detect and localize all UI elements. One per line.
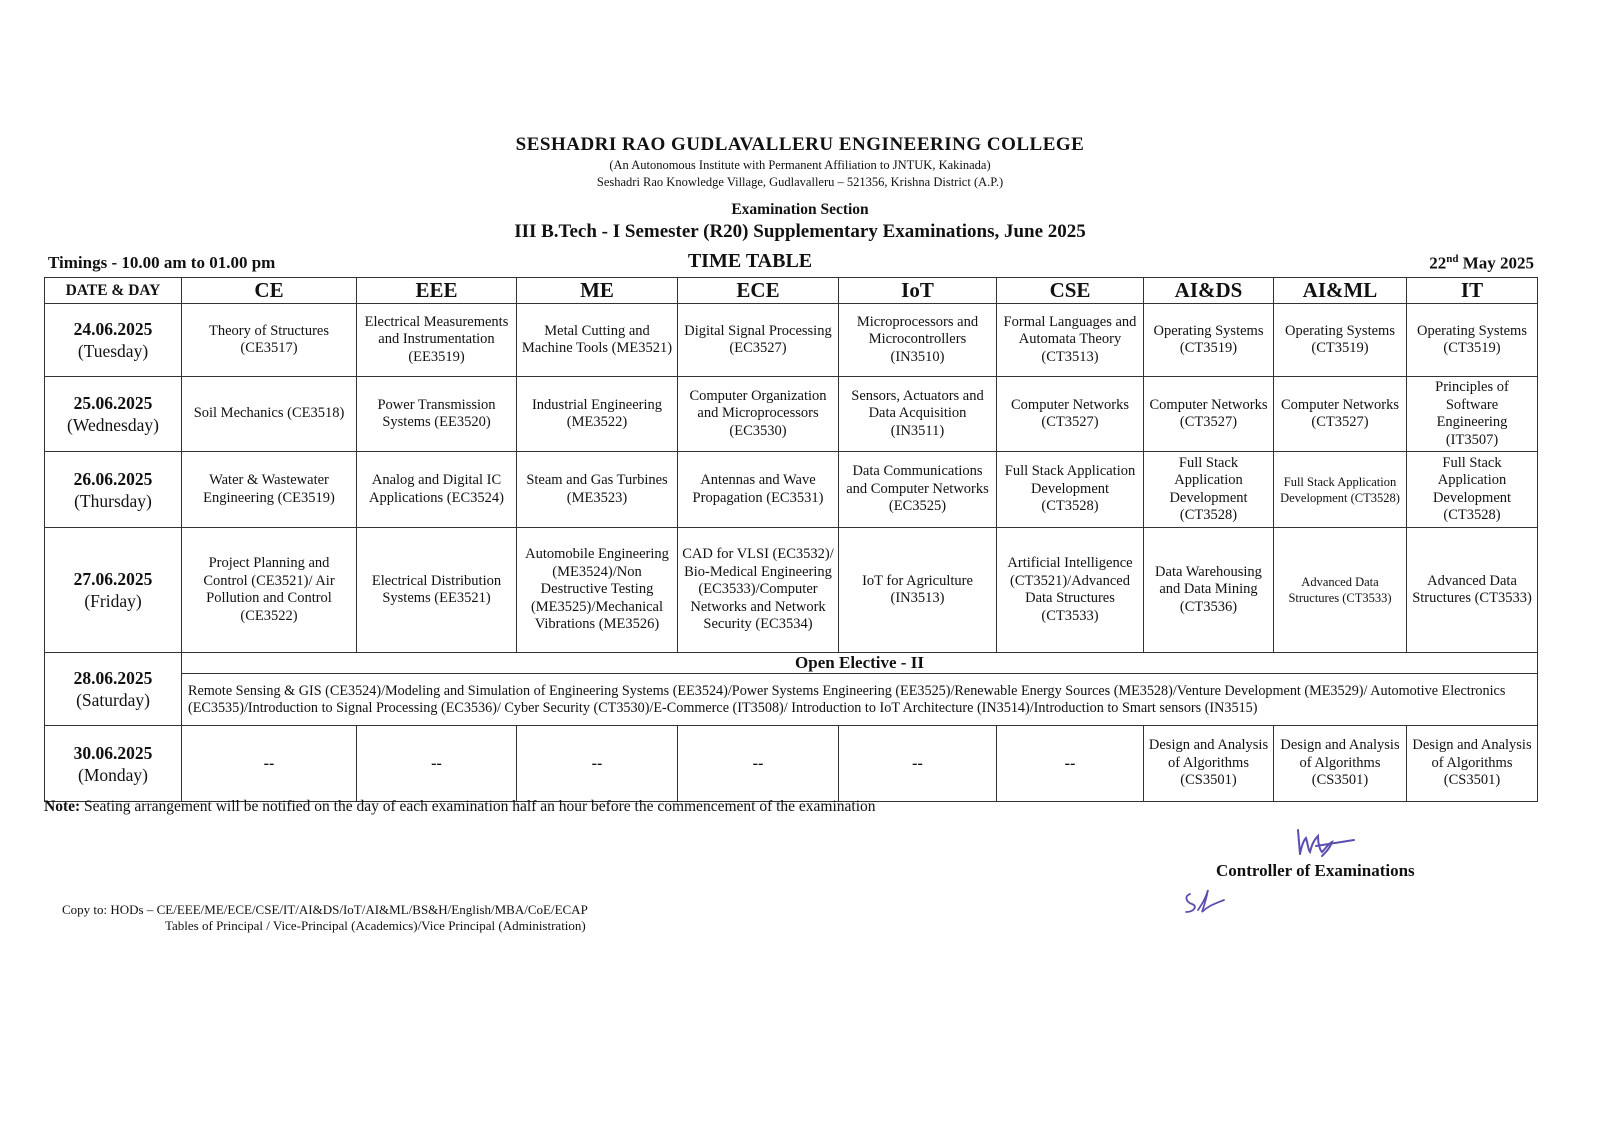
open-elective-header-row bbox=[45, 653, 1538, 674]
issue-date bbox=[1429, 253, 1534, 274]
subject-cell: Project Planning and Control (CE3521)/ Air Pollution and Control (CE3522) bbox=[182, 528, 357, 653]
row-day: (Tuesday) bbox=[77, 341, 149, 361]
col-header-date: DATE & DAY bbox=[45, 278, 182, 304]
section-title: Examination Section bbox=[731, 201, 869, 218]
subject-cell: Full Stack Application Development (CT3528) bbox=[1274, 452, 1407, 528]
subject-cell: Computer Networks (CT3527) bbox=[997, 377, 1144, 452]
date-cell bbox=[45, 452, 182, 528]
college-name: SESHADRI RAO GUDLAVALLERU ENGINEERING COLLEGE bbox=[515, 134, 1085, 155]
empty-cell: -- bbox=[182, 726, 357, 802]
col-header-eee: EEE bbox=[357, 278, 517, 304]
date-cell bbox=[45, 304, 182, 377]
subject-cell: Steam and Gas Turbines (ME3523) bbox=[517, 452, 678, 528]
subject-cell: Design and Analysis of Algorithms (CS3501) bbox=[1407, 726, 1538, 802]
row-day: (Saturday) bbox=[76, 690, 150, 710]
subject-cell: CAD for VLSI (EC3532)/ Bio-Medical Engineering (EC3533)/Computer Networks and Network Security (EC3534) bbox=[678, 528, 839, 653]
note-label: Note: bbox=[44, 798, 81, 815]
date-cell bbox=[45, 377, 182, 452]
timetable bbox=[44, 277, 1538, 802]
col-header-ece: ECE bbox=[678, 278, 839, 304]
row-day: (Monday) bbox=[78, 764, 148, 785]
subject-cell: Industrial Engineering (ME3522) bbox=[517, 377, 678, 452]
table-row bbox=[45, 528, 1538, 653]
subject-cell: Sensors, Actuators and Data Acquisition (IN3511) bbox=[839, 377, 997, 452]
row-day: (Friday) bbox=[84, 591, 142, 611]
subject-cell: Theory of Structures (CE3517) bbox=[182, 304, 357, 377]
row-date: 24.06.2025 bbox=[73, 319, 153, 339]
row-date: 30.06.2025 bbox=[73, 742, 153, 763]
copy-to-line-2: Tables of Principal / Vice-Principal (Academics)/Vice Principal (Administration) bbox=[165, 918, 586, 933]
subject-cell: Microprocessors and Microcontrollers (IN3510) bbox=[839, 304, 997, 377]
subject-cell: Full Stack Application Development (CT3528) bbox=[997, 452, 1144, 528]
subject-cell: Metal Cutting and Machine Tools (ME3521) bbox=[517, 304, 678, 377]
open-elective-subjects: Remote Sensing & GIS (CE3524)/Modeling and Simulation of Engineering Systems (EE3524)/Power Systems Engineering (EE3525)/Renewable Energy Sources (ME3528)/Venture Development (ME3529)/ Automotive Electronics (EC3535)/Introduction to Signal Processing (EC3536)/ Cyber Security (CT3530)/E-Commerce (IT3508)/ Introduction to IoT Architecture (IN3514)/Introduction to Smart sensors (IN3515) bbox=[182, 674, 1538, 726]
table-row bbox=[45, 304, 1538, 377]
timings: Timings - 10.00 am to 01.00 pm bbox=[48, 253, 276, 272]
date-cell bbox=[45, 653, 182, 726]
empty-cell: -- bbox=[839, 726, 997, 802]
subject-cell: Advanced Data Structures (CT3533) bbox=[1407, 528, 1538, 653]
subject-cell: Analog and Digital IC Applications (EC3524) bbox=[357, 452, 517, 528]
row-date: 26.06.2025 bbox=[73, 468, 153, 489]
subject-cell: Computer Networks (CT3527) bbox=[1144, 377, 1274, 452]
issue-date-suffix: nd bbox=[1446, 253, 1459, 265]
row-date: 27.06.2025 bbox=[73, 569, 153, 589]
timetable-title: TIME TABLE bbox=[687, 250, 813, 272]
subject-cell: Operating Systems (CT3519) bbox=[1407, 304, 1538, 377]
row-day: (Wednesday) bbox=[67, 415, 159, 435]
col-header-aids: AI&DS bbox=[1144, 278, 1274, 304]
subject-cell: Computer Networks (CT3527) bbox=[1274, 377, 1407, 452]
subject-cell: Digital Signal Processing (EC3527) bbox=[678, 304, 839, 377]
col-header-ce: CE bbox=[182, 278, 357, 304]
subject-cell: Advanced Data Structures (CT3533) bbox=[1274, 528, 1407, 653]
table-row bbox=[45, 377, 1538, 452]
subject-cell: Principles of Software Engineering (IT3507) bbox=[1407, 377, 1538, 452]
subject-cell: Soil Mechanics (CE3518) bbox=[182, 377, 357, 452]
empty-cell: -- bbox=[517, 726, 678, 802]
subject-cell: Power Transmission Systems (EE3520) bbox=[357, 377, 517, 452]
subject-cell: Water & Wastewater Engineering (CE3519) bbox=[182, 452, 357, 528]
col-header-cse: CSE bbox=[997, 278, 1144, 304]
col-header-iot: IoT bbox=[839, 278, 997, 304]
subject-cell: Computer Organization and Microprocessors (EC3530) bbox=[678, 377, 839, 452]
subject-cell: Formal Languages and Automata Theory (CT3513) bbox=[997, 304, 1144, 377]
subject-cell: Artificial Intelligence (CT3521)/Advanced Data Structures (CT3533) bbox=[997, 528, 1144, 653]
empty-cell: -- bbox=[678, 726, 839, 802]
subject-cell: Data Communications and Computer Networks (EC3525) bbox=[839, 452, 997, 528]
row-day: (Thursday) bbox=[74, 490, 152, 511]
col-header-me: ME bbox=[517, 278, 678, 304]
note bbox=[44, 798, 876, 816]
subject-cell: Operating Systems (CT3519) bbox=[1274, 304, 1407, 377]
issue-date-day: 22 bbox=[1429, 253, 1447, 273]
issue-date-rest: May 2025 bbox=[1458, 253, 1534, 273]
subject-cell: Design and Analysis of Algorithms (CS3501) bbox=[1144, 726, 1274, 802]
address-line: Seshadri Rao Knowledge Village, Gudlavalleru – 521356, Krishna District (A.P.) bbox=[596, 175, 1004, 189]
table-row bbox=[45, 726, 1538, 802]
col-header-it: IT bbox=[1407, 278, 1538, 304]
subject-cell: Full Stack Application Development (CT3528) bbox=[1407, 452, 1538, 528]
header-row bbox=[45, 278, 1538, 304]
subject-cell: Electrical Measurements and Instrumentation (EE3519) bbox=[357, 304, 517, 377]
subject-cell: Design and Analysis of Algorithms (CS3501) bbox=[1274, 726, 1407, 802]
empty-cell: -- bbox=[357, 726, 517, 802]
table-row bbox=[45, 452, 1538, 528]
signature-icon bbox=[1292, 822, 1362, 862]
subject-cell: Electrical Distribution Systems (EE3521) bbox=[357, 528, 517, 653]
row-date: 28.06.2025 bbox=[73, 668, 153, 688]
note-text: Seating arrangement will be notified on the day of each examination half an hour before the commencement of the examination bbox=[80, 798, 876, 815]
exam-title: III B.Tech - I Semester (R20) Supplementary Examinations, June 2025 bbox=[514, 221, 1086, 242]
affiliation-line: (An Autonomous Institute with Permanent Affiliation to JNTUK, Kakinada) bbox=[609, 158, 991, 172]
row-date: 25.06.2025 bbox=[73, 393, 153, 413]
subject-cell: Full Stack Application Development (CT3528) bbox=[1144, 452, 1274, 528]
controller-of-examinations: Controller of Examinations bbox=[1216, 861, 1415, 880]
date-cell bbox=[45, 528, 182, 653]
open-elective-title: Open Elective - II bbox=[182, 653, 1538, 674]
initials-signature-icon bbox=[1180, 884, 1230, 920]
subject-cell: Antennas and Wave Propagation (EC3531) bbox=[678, 452, 839, 528]
open-elective-row bbox=[45, 674, 1538, 726]
subject-cell: Data Warehousing and Data Mining (CT3536) bbox=[1144, 528, 1274, 653]
copy-to-line: Copy to: HODs – CE/EEE/ME/ECE/CSE/IT/AI&DS/IoT/AI&ML/BS&H/English/MBA/CoE/ECAP bbox=[62, 902, 588, 917]
col-header-aiml: AI&ML bbox=[1274, 278, 1407, 304]
subject-cell: IoT for Agriculture (IN3513) bbox=[839, 528, 997, 653]
empty-cell: -- bbox=[997, 726, 1144, 802]
date-cell bbox=[45, 726, 182, 802]
subject-cell: Operating Systems (CT3519) bbox=[1144, 304, 1274, 377]
subject-cell: Automobile Engineering (ME3524)/Non Destructive Testing (ME3525)/Mechanical Vibrations (ME3526) bbox=[517, 528, 678, 653]
